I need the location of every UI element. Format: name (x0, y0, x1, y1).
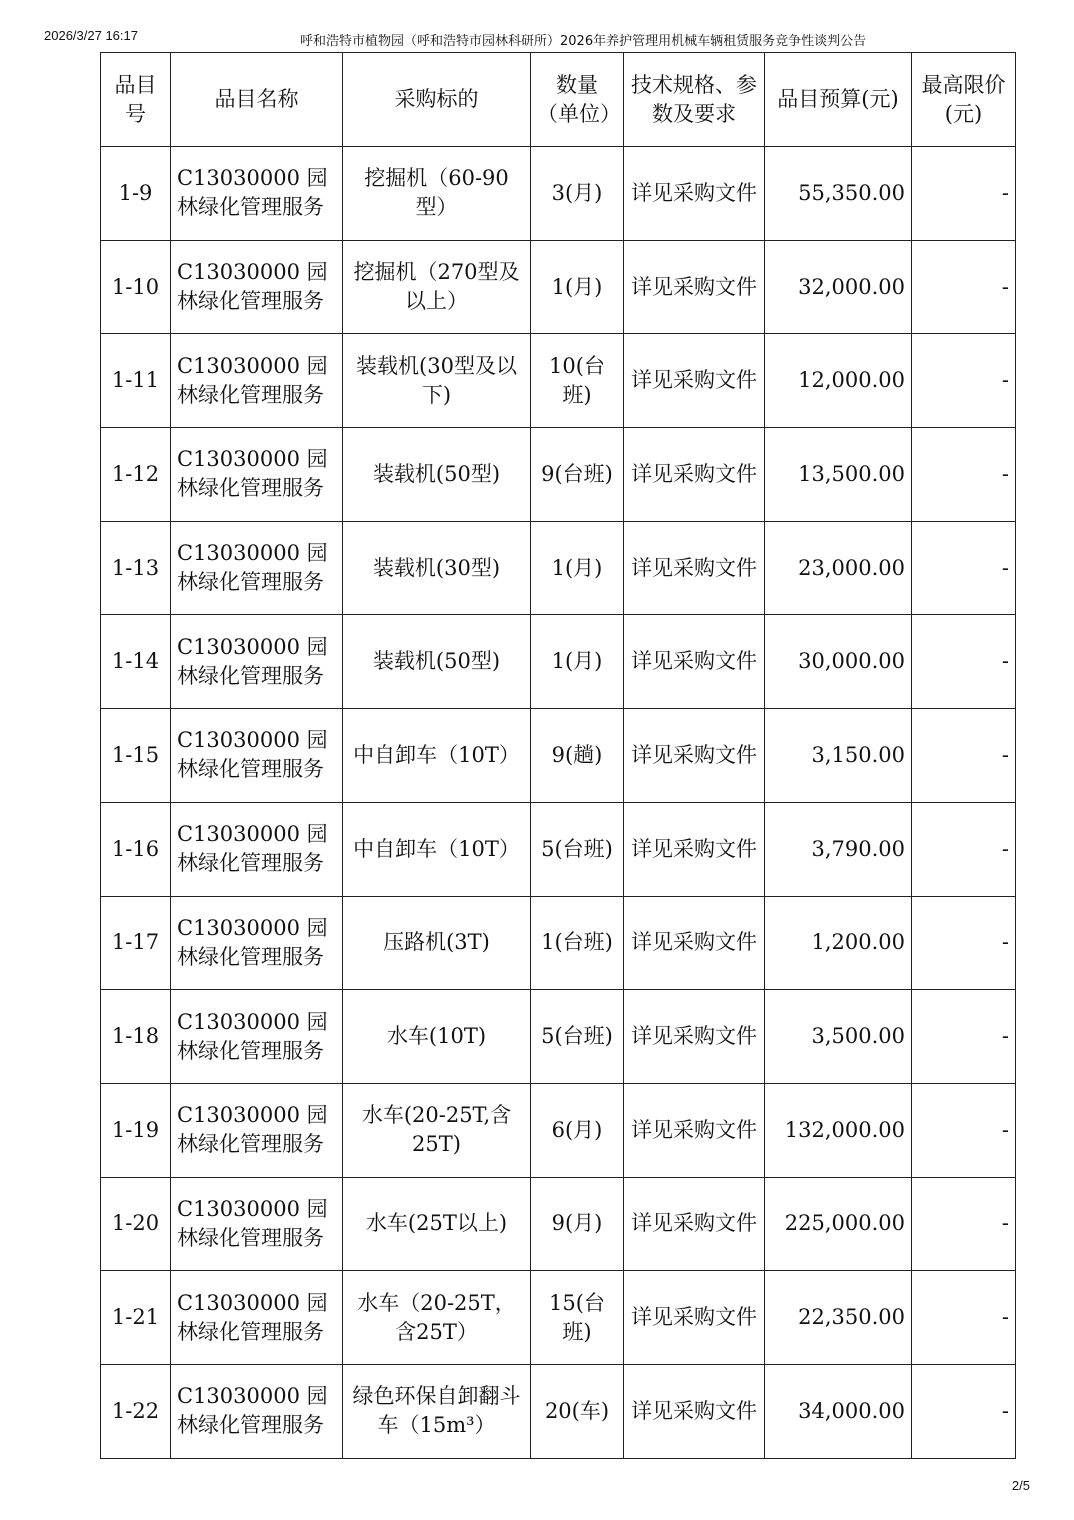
cell-quantity: 15(台班) (531, 1271, 624, 1365)
cell-item-no: 1-12 (101, 428, 171, 522)
cell-quantity: 9(月) (531, 1177, 624, 1271)
cell-budget: 132,000.00 (765, 1083, 912, 1177)
procurement-table (100, 52, 1016, 1459)
cell-spec: 详见采购文件 (624, 428, 765, 522)
print-timestamp: 2026/3/27 16:17 (44, 28, 138, 43)
cell-max-price: - (912, 709, 1016, 803)
cell-item-no: 1-15 (101, 709, 171, 803)
cell-item-name: C13030000 园林绿化管理服务 (171, 521, 343, 615)
cell-item-no: 1-20 (101, 1177, 171, 1271)
cell-quantity: 6(月) (531, 1083, 624, 1177)
cell-target: 中自卸车（10T） (343, 802, 531, 896)
cell-max-price: - (912, 334, 1016, 428)
cell-quantity: 9(台班) (531, 428, 624, 522)
cell-budget: 12,000.00 (765, 334, 912, 428)
cell-budget: 30,000.00 (765, 615, 912, 709)
cell-target: 水车（20-25T，含25T） (343, 1271, 531, 1365)
cell-quantity: 1(月) (531, 240, 624, 334)
document-title: 呼和浩特市植物园（呼和浩特市园林科研所）2026年养护管理用机械车辆租赁服务竞争性谈判公告 (300, 34, 867, 49)
cell-item-name: C13030000 园林绿化管理服务 (171, 240, 343, 334)
cell-budget: 55,350.00 (765, 147, 912, 241)
cell-item-name: C13030000 园林绿化管理服务 (171, 1364, 343, 1458)
cell-item-no: 1-9 (101, 147, 171, 241)
cell-target: 装载机(50型) (343, 615, 531, 709)
cell-item-name: C13030000 园林绿化管理服务 (171, 709, 343, 803)
cell-max-price: - (912, 990, 1016, 1084)
table-row (101, 1083, 1016, 1177)
cell-item-name: C13030000 园林绿化管理服务 (171, 896, 343, 990)
cell-item-no: 1-14 (101, 615, 171, 709)
cell-item-no: 1-11 (101, 334, 171, 428)
cell-quantity: 3(月) (531, 147, 624, 241)
cell-budget: 225,000.00 (765, 1177, 912, 1271)
table-row (101, 1271, 1016, 1365)
cell-spec: 详见采购文件 (624, 709, 765, 803)
cell-item-name: C13030000 园林绿化管理服务 (171, 990, 343, 1084)
table-row (101, 521, 1016, 615)
cell-item-no: 1-18 (101, 990, 171, 1084)
cell-item-no: 1-10 (101, 240, 171, 334)
cell-item-no: 1-16 (101, 802, 171, 896)
cell-max-price: - (912, 802, 1016, 896)
cell-max-price: - (912, 240, 1016, 334)
table-row (101, 709, 1016, 803)
cell-item-no: 1-21 (101, 1271, 171, 1365)
cell-item-name: C13030000 园林绿化管理服务 (171, 615, 343, 709)
cell-target: 挖掘机（270型及以上） (343, 240, 531, 334)
cell-max-price: - (912, 1083, 1016, 1177)
cell-spec: 详见采购文件 (624, 990, 765, 1084)
cell-item-name: C13030000 园林绿化管理服务 (171, 428, 343, 522)
table-row (101, 147, 1016, 241)
cell-budget: 32,000.00 (765, 240, 912, 334)
cell-max-price: - (912, 1177, 1016, 1271)
cell-quantity: 1(月) (531, 521, 624, 615)
cell-budget: 34,000.00 (765, 1364, 912, 1458)
cell-max-price: - (912, 615, 1016, 709)
table-row (101, 334, 1016, 428)
cell-spec: 详见采购文件 (624, 1271, 765, 1365)
column-header-max-price: 最高限价(元) (912, 53, 1016, 147)
table-header-row (101, 53, 1016, 147)
table-row (101, 1364, 1016, 1458)
cell-budget: 23,000.00 (765, 521, 912, 615)
cell-spec: 详见采购文件 (624, 896, 765, 990)
cell-max-price: - (912, 896, 1016, 990)
table-row (101, 802, 1016, 896)
cell-budget: 1,200.00 (765, 896, 912, 990)
cell-spec: 详见采购文件 (624, 1083, 765, 1177)
cell-target: 水车(25T以上) (343, 1177, 531, 1271)
cell-item-no: 1-22 (101, 1364, 171, 1458)
cell-target: 装载机(30型及以下) (343, 334, 531, 428)
cell-item-name: C13030000 园林绿化管理服务 (171, 802, 343, 896)
cell-item-name: C13030000 园林绿化管理服务 (171, 1271, 343, 1365)
cell-max-price: - (912, 1364, 1016, 1458)
cell-spec: 详见采购文件 (624, 802, 765, 896)
cell-item-no: 1-13 (101, 521, 171, 615)
cell-spec: 详见采购文件 (624, 334, 765, 428)
table-row (101, 896, 1016, 990)
cell-target: 绿色环保自卸翻斗车（15m³） (343, 1364, 531, 1458)
cell-max-price: - (912, 1271, 1016, 1365)
cell-budget: 3,500.00 (765, 990, 912, 1084)
column-header-spec: 技术规格、参数及要求 (624, 53, 765, 147)
cell-item-name: C13030000 园林绿化管理服务 (171, 1083, 343, 1177)
column-header-quantity: 数量（单位） (531, 53, 624, 147)
cell-item-name: C13030000 园林绿化管理服务 (171, 147, 343, 241)
cell-target: 装载机(30型) (343, 521, 531, 615)
cell-max-price: - (912, 428, 1016, 522)
cell-quantity: 5(台班) (531, 990, 624, 1084)
column-header-budget: 品目预算(元) (765, 53, 912, 147)
cell-spec: 详见采购文件 (624, 615, 765, 709)
cell-budget: 3,150.00 (765, 709, 912, 803)
table-row (101, 428, 1016, 522)
cell-budget: 22,350.00 (765, 1271, 912, 1365)
column-header-item-no: 品目号 (101, 53, 171, 147)
cell-spec: 详见采购文件 (624, 240, 765, 334)
cell-target: 压路机(3T) (343, 896, 531, 990)
cell-target: 中自卸车（10T） (343, 709, 531, 803)
table-row (101, 990, 1016, 1084)
table-row (101, 240, 1016, 334)
cell-item-no: 1-17 (101, 896, 171, 990)
cell-item-no: 1-19 (101, 1083, 171, 1177)
cell-spec: 详见采购文件 (624, 1364, 765, 1458)
cell-item-name: C13030000 园林绿化管理服务 (171, 1177, 343, 1271)
cell-target: 水车(10T) (343, 990, 531, 1084)
cell-quantity: 9(趟) (531, 709, 624, 803)
cell-quantity: 1(台班) (531, 896, 624, 990)
column-header-item-name: 品目名称 (171, 53, 343, 147)
cell-quantity: 20(车) (531, 1364, 624, 1458)
table-row (101, 1177, 1016, 1271)
cell-quantity: 1(月) (531, 615, 624, 709)
cell-target: 水车(20-25T,含25T) (343, 1083, 531, 1177)
cell-max-price: - (912, 147, 1016, 241)
cell-spec: 详见采购文件 (624, 147, 765, 241)
page-number: 2/5 (1011, 1478, 1030, 1493)
cell-max-price: - (912, 521, 1016, 615)
cell-quantity: 10(台班) (531, 334, 624, 428)
cell-item-name: C13030000 园林绿化管理服务 (171, 334, 343, 428)
cell-spec: 详见采购文件 (624, 1177, 765, 1271)
cell-budget: 3,790.00 (765, 802, 912, 896)
cell-target: 挖掘机（60-90型） (343, 147, 531, 241)
table-row (101, 615, 1016, 709)
column-header-target: 采购标的 (343, 53, 531, 147)
cell-spec: 详见采购文件 (624, 521, 765, 615)
cell-quantity: 5(台班) (531, 802, 624, 896)
cell-budget: 13,500.00 (765, 428, 912, 522)
cell-target: 装载机(50型) (343, 428, 531, 522)
